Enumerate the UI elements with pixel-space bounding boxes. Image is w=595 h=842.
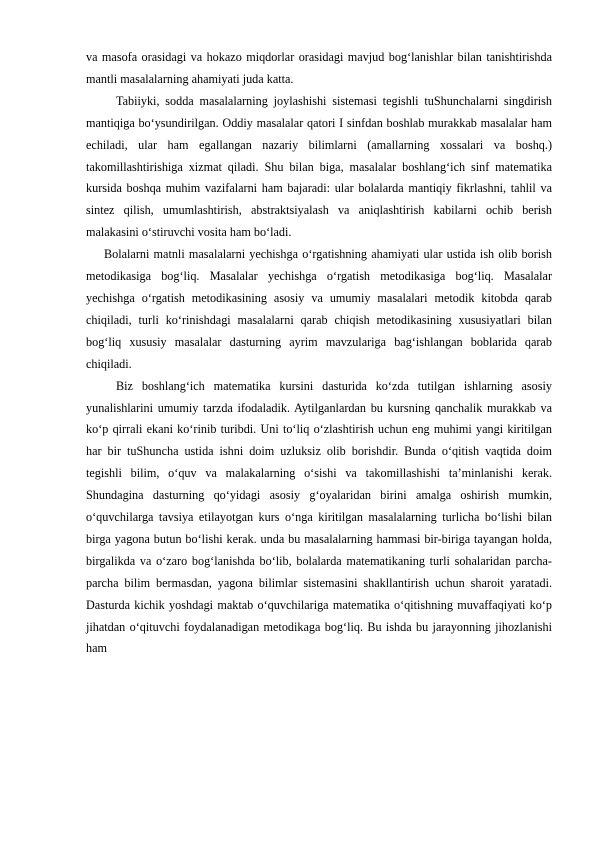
paragraph-simple-problems: Tabiiyki, sodda masalalarning joylashishi sistemasi tegishli tuShunchalarni singdirish mantiqiga bo‘ysundirilgan. Oddiy masalalar qatori I sinfdan boshlab murakkab masalalar ham echiladi, ular ham egallangan nazariy bilimlarni (amallarning xossalari va boshq.) takomillashtirishiga xizmat qiladi. Shu bilan biga, masalalar boshlang‘ich sinf matematika kursida boshqa muhim vazifalarni ham bajaradi: ular bolalarda mantiqiy fikrlashni, tahlil va sintez qilish, umumlashtirish, abstraktsiyalash va aniqlashtirish kabilarni ochib berish malakasini o‘stiruvchi vosita ham bo‘ladi. [86,93,552,240]
paragraph-continuation: va masofa orasidagi va hokazo miqdorlar orasidagi mavjud bog‘lanishlar bilan tanishtirishda mantli masalalarning ahamiyati juda katta. [86,50,552,86]
body-text [86,47,552,660]
paragraph-teaching-method: Bolalarni matnli masalalarni yechishga o‘rgatishning ahamiyati ular ustida ish olib borish metodikasiga bog‘liq. Masalalar yechishga o‘rgatish metodikasiga bog‘liq. Masalalar yechishga o‘rgatish metodikasining asosiy va umumiy masalalari metodik kitobda qarab chiqiladi, turli ko‘rinishdagi masalalarni qarab chiqish metodikasining xususiyatlari bilan bog‘liq xususiy masalalar dasturning ayrim mavzulariga bag‘ishlangan boblarida qarab chiqiladi. [86,247,552,371]
paragraph-course-directions: Biz boshlang‘ich matematika kursini dasturida ko‘zda tutilgan ishlarning asosiy yunalishlarini umumiy tarzda ifodaladik. Aytilganlardan bu kursning qanchalik murakkab va ko‘p qirrali ekani ko‘rinib turibdi. Uni to‘liq o‘zlashtirish uchun eng muhimi yangi kiritilgan har bir tuShuncha ustida ishni doim uzluksiz olib borishdir. Bunda o‘qitish vaqtida doim tegishli bilim, o‘quv va malakalarning o‘sishi va takomillashishi ta’minlanishi kerak. Shundagina dasturning qo‘yidagi asosiy g‘oyalaridan birini amalga oshirish mumkin, o‘quvchilarga tavsiya etilayotgan kurs o‘nga kiritilgan masalalarning turlicha bo‘lishi bilan birga yagona butun bo‘lishi kerak. unda bu masalalarning hammasi bir-biriga tayangan holda, birgalikda va o‘zaro bog‘lanishda bo‘lib, bolalarda matematikaning turli sohalaridan parcha-parcha bilim bermasdan, yagona bilimlar sistemasini shakllantirish uchun sharoit yaratadi. Dasturda kichik yoshdagi maktab o‘quvchilariga matematika o‘qitishning muvaffaqiyati ko‘p jihatdan o‘qituvchi foydalanadigan metodikaga bog‘liq. Bu ishda bu jarayonning jihozlanishi ham [86,378,552,656]
